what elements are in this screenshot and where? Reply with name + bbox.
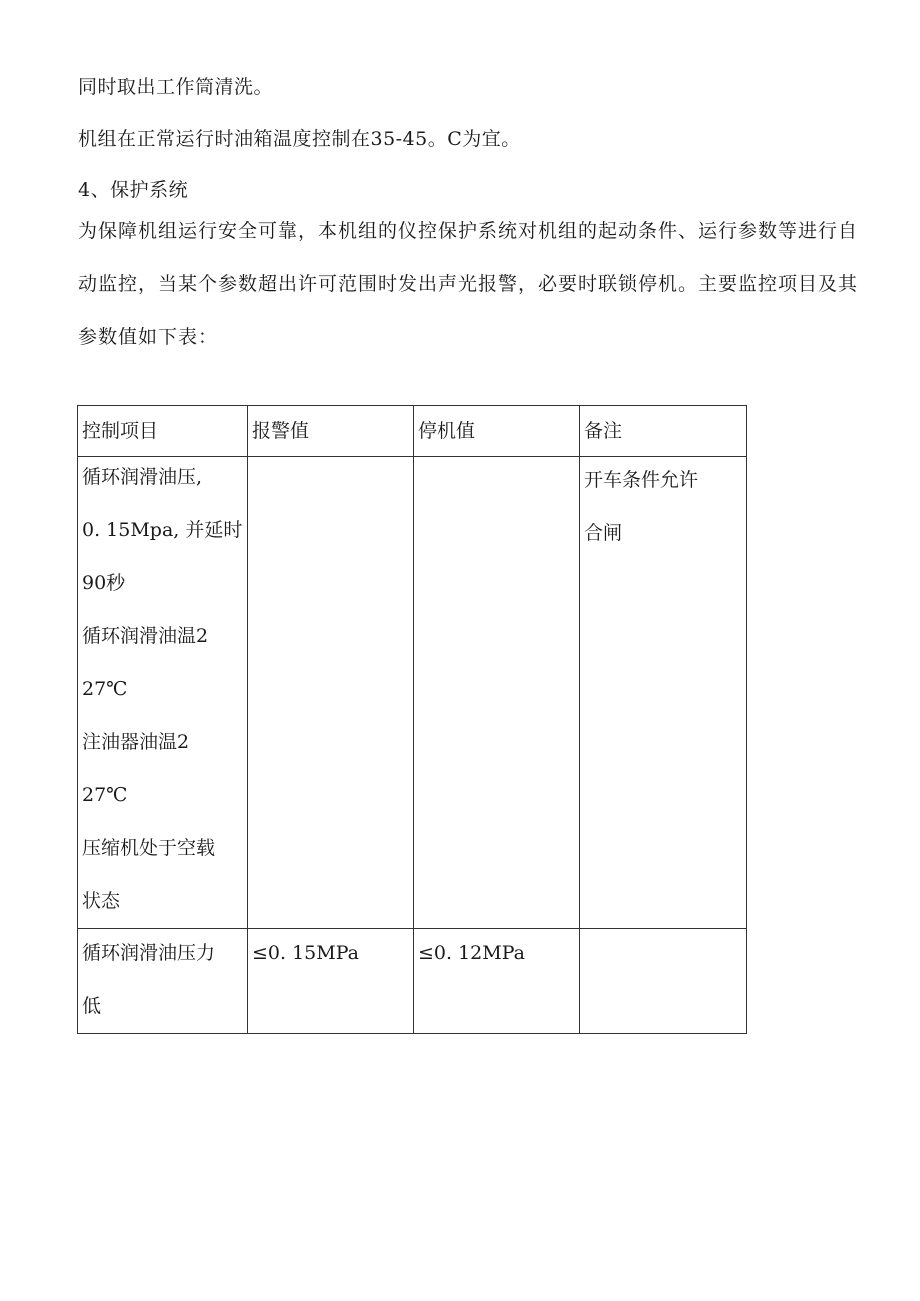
cell-line: 循环润滑油压力: [82, 942, 216, 964]
header-alarm-value: 报警值: [248, 406, 414, 457]
cell-line: 低: [82, 995, 102, 1017]
cell-remarks: [580, 929, 747, 1034]
cell-line: 状态: [82, 890, 121, 912]
cell-line: 0. 15Mpa, 并延时: [82, 519, 243, 541]
cell-line: 压缩机处于空载: [82, 837, 216, 859]
cell-control-item: [78, 457, 248, 929]
cell-trip-value: [414, 929, 580, 1034]
cell-remarks: [580, 457, 747, 929]
monitoring-table: [77, 405, 747, 1034]
cell-line: 注油器油温2: [82, 731, 190, 753]
cell-alarm-value: [248, 929, 414, 1034]
cell-alarm-value: [248, 457, 414, 929]
table-row-low-oil-pressure: [78, 929, 747, 1034]
cell-control-item: [78, 929, 248, 1034]
paragraph-line-2: 机组在正常运行时油箱温度控制在35-45。C为宜。: [78, 128, 521, 150]
cell-line: 合闸: [584, 522, 623, 544]
table-header-row: [78, 406, 747, 457]
cell-line: 开车条件允许: [584, 469, 699, 491]
header-trip-value: 停机值: [414, 406, 580, 457]
cell-line: ≤0. 12MPa: [418, 942, 525, 964]
header-remarks: 备注: [580, 406, 747, 457]
body-paragraph: 为保障机组运行安全可靠，本机组的仪控保护系统对机组的起动条件、运行参数等进行自动监控，当某个参数超出许可范围时发出声光报警，必要时联锁停机。主要监控项目及其参数值如下表：: [78, 220, 859, 348]
cell-line: 27℃: [82, 678, 128, 700]
section-heading: 4、保护系统: [78, 179, 189, 201]
paragraph-line-1: 同时取出工作筒清洗。: [78, 76, 274, 98]
cell-line: 27℃: [82, 784, 128, 806]
cell-line: 循环润滑油压,: [82, 466, 203, 488]
cell-line: ≤0. 15MPa: [252, 942, 359, 964]
table-row-start-conditions: [78, 457, 747, 929]
cell-line: 90秒: [82, 572, 126, 594]
cell-line: 循环润滑油温2: [82, 625, 209, 647]
cell-trip-value: [414, 457, 580, 929]
header-control-item: 控制项目: [78, 406, 248, 457]
